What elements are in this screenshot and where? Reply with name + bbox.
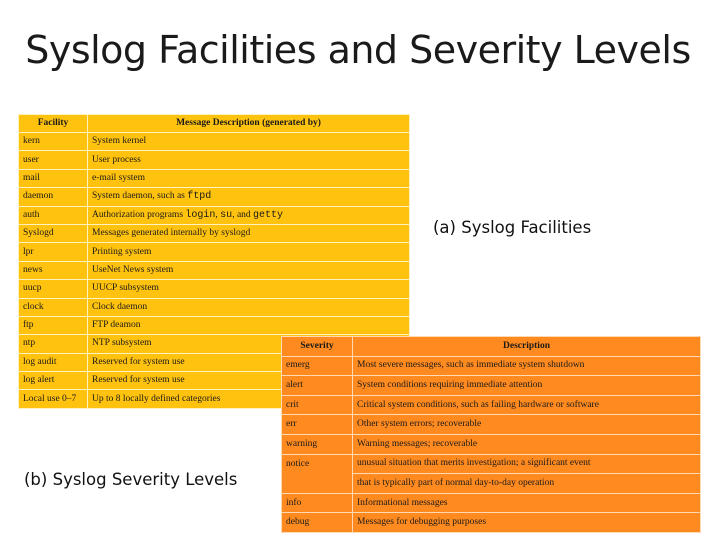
description-cell: Up to 8 locally defined categories [88, 390, 410, 408]
description-cell: Printing system [88, 243, 410, 261]
facility-cell: log alert [19, 372, 88, 390]
description-cell [88, 206, 410, 224]
separator-text: , [215, 209, 221, 220]
facility-header-row [19, 115, 410, 133]
facility-cell: daemon [19, 188, 88, 206]
facility-cell: kern [19, 133, 88, 151]
description-cell: Reserved for system use [88, 353, 410, 371]
facility-cell: ntp [19, 335, 88, 353]
description-cell: Other system errors; recoverable [353, 415, 701, 435]
description-cell: Critical system conditions, such as failing hardware or software [353, 395, 701, 415]
facility-cell: ftp [19, 316, 88, 334]
description-cell: FTP deamon [88, 316, 410, 334]
description-cell: Warning messages; recoverable [353, 434, 701, 454]
facility-cell: user [19, 151, 88, 169]
severity-cell: debug [282, 513, 353, 533]
facility-cell: mail [19, 169, 88, 187]
separator-text: , and [232, 209, 254, 220]
description-cell: Most severe messages, such as immediate system shutdown [353, 356, 701, 376]
description-cell: unusual situation that merits investigation; a significant event [353, 454, 701, 474]
description-cell [88, 188, 410, 206]
table-row [282, 415, 701, 435]
table-row [19, 188, 410, 206]
table-row [282, 434, 701, 454]
table-row [19, 316, 410, 334]
severity-table [281, 336, 701, 533]
table-row [19, 243, 410, 261]
facility-cell: Local use 0–7 [19, 390, 88, 408]
description-cell: NTP subsystem [88, 335, 410, 353]
facility-cell: news [19, 261, 88, 279]
slide-title: Syslog Facilities and Severity Levels [25, 28, 691, 72]
table-row [19, 261, 410, 279]
description-text: System daemon, such as [92, 191, 188, 202]
facility-cell: uucp [19, 280, 88, 298]
description-cell: System conditions requiring immediate attention [353, 376, 701, 396]
table-row [19, 298, 410, 316]
facility-caption: (a) Syslog Facilities [433, 218, 592, 237]
table-row [19, 169, 410, 187]
description-cell: Messages generated internally by syslogd [88, 224, 410, 242]
table-row [282, 356, 701, 376]
description-cell: UUCP subsystem [88, 280, 410, 298]
table-row [282, 376, 701, 396]
severity-cell: warning [282, 434, 353, 454]
description-cell: Reserved for system use [88, 372, 410, 390]
table-row [19, 206, 410, 224]
severity-header-row [282, 337, 701, 357]
description-column-header: Message Description (generated by) [88, 115, 410, 133]
code-text: su [220, 209, 233, 221]
description-cell: that is typically part of normal day-to-day operation [353, 474, 701, 494]
severity-column-header: Severity [282, 337, 353, 357]
severity-cell: alert [282, 376, 353, 396]
severity-cell: crit [282, 395, 353, 415]
facility-cell: clock [19, 298, 88, 316]
table-row [19, 151, 410, 169]
table-row [282, 493, 701, 513]
description-cell: User process [88, 151, 410, 169]
description-cell: Informational messages [353, 493, 701, 513]
code-text: getty [253, 209, 284, 221]
facility-column-header: Facility [19, 115, 88, 133]
description-cell: Messages for debugging purposes [353, 513, 701, 533]
severity-cell: info [282, 493, 353, 513]
table-row [282, 454, 701, 474]
facility-cell: lpr [19, 243, 88, 261]
description-column-header: Description [353, 337, 701, 357]
facility-cell: Syslogd [19, 224, 88, 242]
table-row [282, 395, 701, 415]
description-cell: System kernel [88, 133, 410, 151]
table-row [19, 224, 410, 242]
table-row [282, 513, 701, 533]
table-row [19, 280, 410, 298]
severity-cell: emerg [282, 356, 353, 376]
code-text: ftpd [187, 191, 212, 203]
facility-cell: auth [19, 206, 88, 224]
description-cell: e-mail system [88, 169, 410, 187]
description-text: Authorization programs [92, 209, 186, 220]
code-text: login [185, 209, 216, 221]
table-row [19, 133, 410, 151]
description-cell: UseNet News system [88, 261, 410, 279]
description-cell: Clock daemon [88, 298, 410, 316]
severity-caption: (b) Syslog Severity Levels [24, 470, 238, 489]
severity-cell: notice [282, 454, 353, 493]
facility-cell: log audit [19, 353, 88, 371]
severity-cell: err [282, 415, 353, 435]
